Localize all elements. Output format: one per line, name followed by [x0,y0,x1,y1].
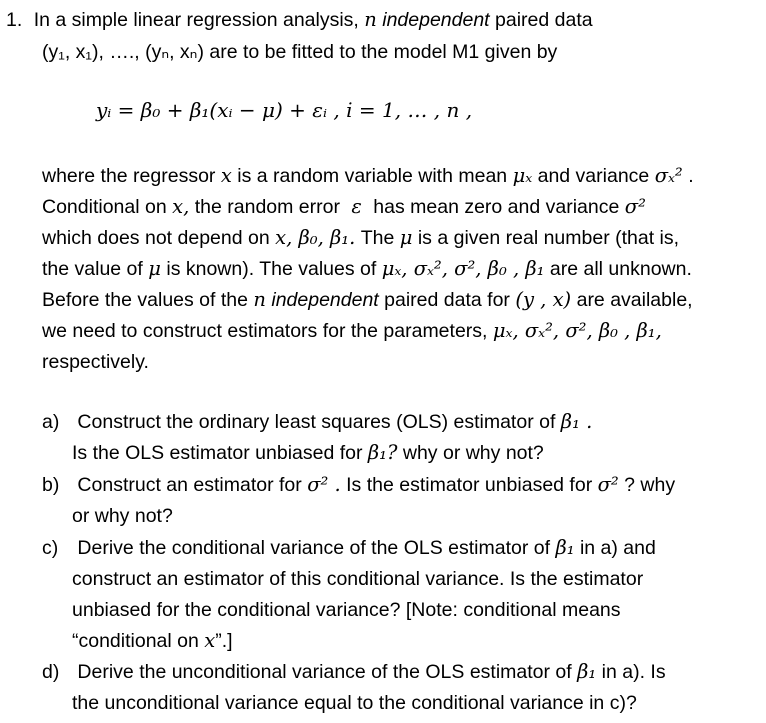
math-n: n [364,8,377,31]
math-mu: μ [148,257,161,280]
math-sigma-x-sq: σₓ² [654,164,683,187]
math-params: μₓ, σₓ², σ², β₀ , β₁, [492,319,662,342]
model-equation: yᵢ = β₀ + β₁(xᵢ − μ) + εᵢ , i = 1, … , n , [96,98,473,122]
math-x: x [220,164,232,187]
math-mu: μ [399,226,413,249]
math-sigma-sq: σ² [597,473,619,496]
text: Conditional on [42,196,167,218]
text: construct an estimator of this conditional variance. Is the estimator [72,568,644,590]
part-a-line2 [72,441,544,465]
intro-text: In a simple linear regression analysis, [33,9,359,31]
part-c-label: c) [42,537,59,559]
text: in a). Is [601,661,666,683]
math-beta1: β₁ [577,660,597,683]
problem-header-line2 [42,40,557,64]
math-n: n [253,288,266,311]
text: Derive the unconditional variance of the OLS estimator of [77,661,572,683]
text: is a given real number (that is, [417,227,680,249]
text: are available, [576,289,693,311]
intro-text-end: paired data [495,9,593,31]
text: Is the estimator unbiased for [346,474,593,496]
text: where the regressor [42,165,216,187]
text: is a random variable with mean [237,165,508,187]
text: ? why [624,474,676,496]
part-c-line1 [42,536,656,560]
text: and variance [537,165,650,187]
text: are all unknown. [549,258,692,280]
problem-number: 1. [6,9,23,31]
math-sigma-sq: σ² [624,195,646,218]
math-mu-x: μₓ [512,164,533,187]
math-sigma-sq: σ² . [307,473,341,496]
text: ”.] [215,630,233,652]
text: paired data for [384,289,510,311]
text: “conditional on [72,630,199,652]
text: in a) and [579,537,656,559]
para-line-3 [42,226,679,250]
part-d-line2 [72,691,637,715]
part-c-line3 [72,598,621,622]
part-b-label: b) [42,474,60,496]
part-b-line1 [42,473,675,497]
text: or why not? [72,505,173,527]
text: The [360,227,395,249]
math-x: x [204,629,216,652]
math-x: x, [172,195,190,218]
text: the value of [42,258,143,280]
math-beta1: β₁ . [560,410,593,433]
math-x-beta: x, β₀, β₁. [275,226,356,249]
math-params: μₓ, σₓ², σ², β₀ , β₁ [381,257,545,280]
math-beta1: β₁? [367,441,398,464]
intro-pairs: (y₁, x₁), …., (yₙ, xₙ) are to be fitted to the model M1 given by [42,41,558,63]
part-b-line2 [72,504,173,528]
math-yx: (y , x) [515,288,572,311]
para-line-4 [42,257,692,281]
para-line-7 [42,350,149,374]
text: Is the OLS estimator unbiased for [72,442,363,464]
part-d-label: d) [42,661,60,683]
text: the unconditional variance equal to the conditional variance in c)? [72,692,637,714]
text: Construct the ordinary least squares (OLS) estimator of [77,411,556,433]
text: Derive the conditional variance of the OLS estimator of [77,537,551,559]
part-c-line2 [72,567,643,591]
text: Construct an estimator for [77,474,302,496]
text: unbiased for the conditional variance? [Note: conditional means [72,599,621,621]
para-line-5 [42,288,693,312]
text-independent: independent [271,289,379,311]
math-epsilon: ε [351,195,362,218]
text: Before the values of the [42,289,248,311]
text: is known). The values of [166,258,377,280]
problem-header-line1 [6,8,593,32]
text: which does not depend on [42,227,270,249]
part-c-line4 [72,629,233,653]
text: the random error [194,196,340,218]
text: respectively. [42,351,149,373]
text: has mean zero and variance [373,196,620,218]
part-a-label: a) [42,411,60,433]
math-beta1: β₁ [555,536,575,559]
intro-independent: independent [382,9,490,31]
para-line-6 [42,319,662,343]
text: we need to construct estimators for the parameters, [42,320,488,342]
text: why or why not? [402,442,544,464]
part-d-line1 [42,660,666,684]
part-a-line1 [42,410,592,434]
para-line-1 [42,164,694,188]
para-line-2 [42,195,646,219]
text: . [688,165,694,187]
